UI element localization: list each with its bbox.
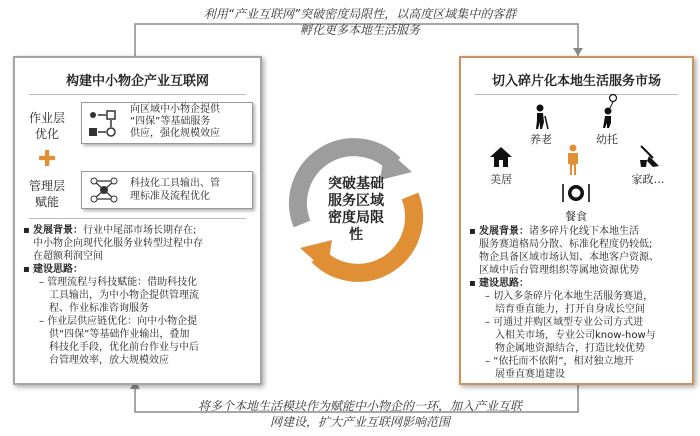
- op-layer-box: 向区域中小物企提供 “四保”等基础服务 供应，强化规模效应: [81, 102, 253, 144]
- center-text: 突破基础 服务区域 密度局限 性: [328, 176, 384, 243]
- beauty-label: 美居: [490, 173, 512, 186]
- mgmt-layer-label: 管理层 赋能: [28, 179, 65, 209]
- top-caption: 利用“产业互联网”突破密度局限性，以高度区域集中的客群 孵化更多本地生活服务: [203, 7, 517, 37]
- left-panel-title: 构建中小物企产业互联网: [65, 74, 209, 89]
- right-background: ▪ 发展背景：诸多碎片化线下本地生活 服务赛道格局分散、标准化程度仍较低; 物企具备区域市场认知、本地客户资源、 区域中后台管理组织等属地资源优势 ▪ 建设思路： – 切入多条碎片化本地生活服务赛道， 培育垂直能力，打开自身成长空间 – 可通过并购区域型专业公司方式进 入相关市场，专业公司know-how与 物企属地资源结合，打造比较优势 – “依托而不依附”，相对独立地开 展垂直赛道建设: [469, 226, 659, 380]
- left-background: ▪ 发展背景：行业中尾部市场长期存在; 中小物企向现代化服务业转型过程中存 在超额利润空间 ▪ 建设思路： – 管理流程与科技赋能：借助科技化 工具输出，为中小物企提供管理流 程、作业标准咨询服务 – 作业层供应链优化：向中小物企提 供“四保”等基础作业输出，叠加 科技化手段，优化前台作业与中后 台管理效率，放大规模效应: [23, 225, 203, 366]
- childcare-icon: [598, 94, 620, 128]
- catering-label: 餐食: [565, 210, 587, 223]
- eldercare-icon: [531, 104, 551, 130]
- title-divider: [29, 94, 246, 95]
- plus-icon: ✚: [38, 147, 57, 172]
- left-divider: [29, 218, 246, 219]
- mgmt-layer-box: 科技化工具输出、管 理标准及流程优化: [81, 171, 253, 209]
- eldercare-label: 养老: [530, 133, 552, 146]
- house-icon: [489, 146, 513, 168]
- workflow-icon: [88, 110, 122, 138]
- title-divider: [475, 94, 678, 95]
- plate-icon: [561, 182, 591, 204]
- bottom-caption: 将多个本地生活模块作为赋能中小物企的一环，加入产业互联 网建设，扩大产业互联网影响范围: [197, 399, 522, 429]
- right-panel: [459, 56, 694, 385]
- left-panel: [13, 56, 262, 385]
- cleaning-icon: [637, 144, 663, 168]
- housekeeping-label: 家政…: [631, 173, 665, 186]
- childcare-label: 幼托: [596, 133, 618, 146]
- network-icon: [89, 176, 119, 204]
- op-layer-label: 作业层 优化: [28, 111, 65, 141]
- right-panel-title: 切入碎片化本地生活服务市场: [491, 74, 661, 89]
- person-icon: [565, 144, 581, 176]
